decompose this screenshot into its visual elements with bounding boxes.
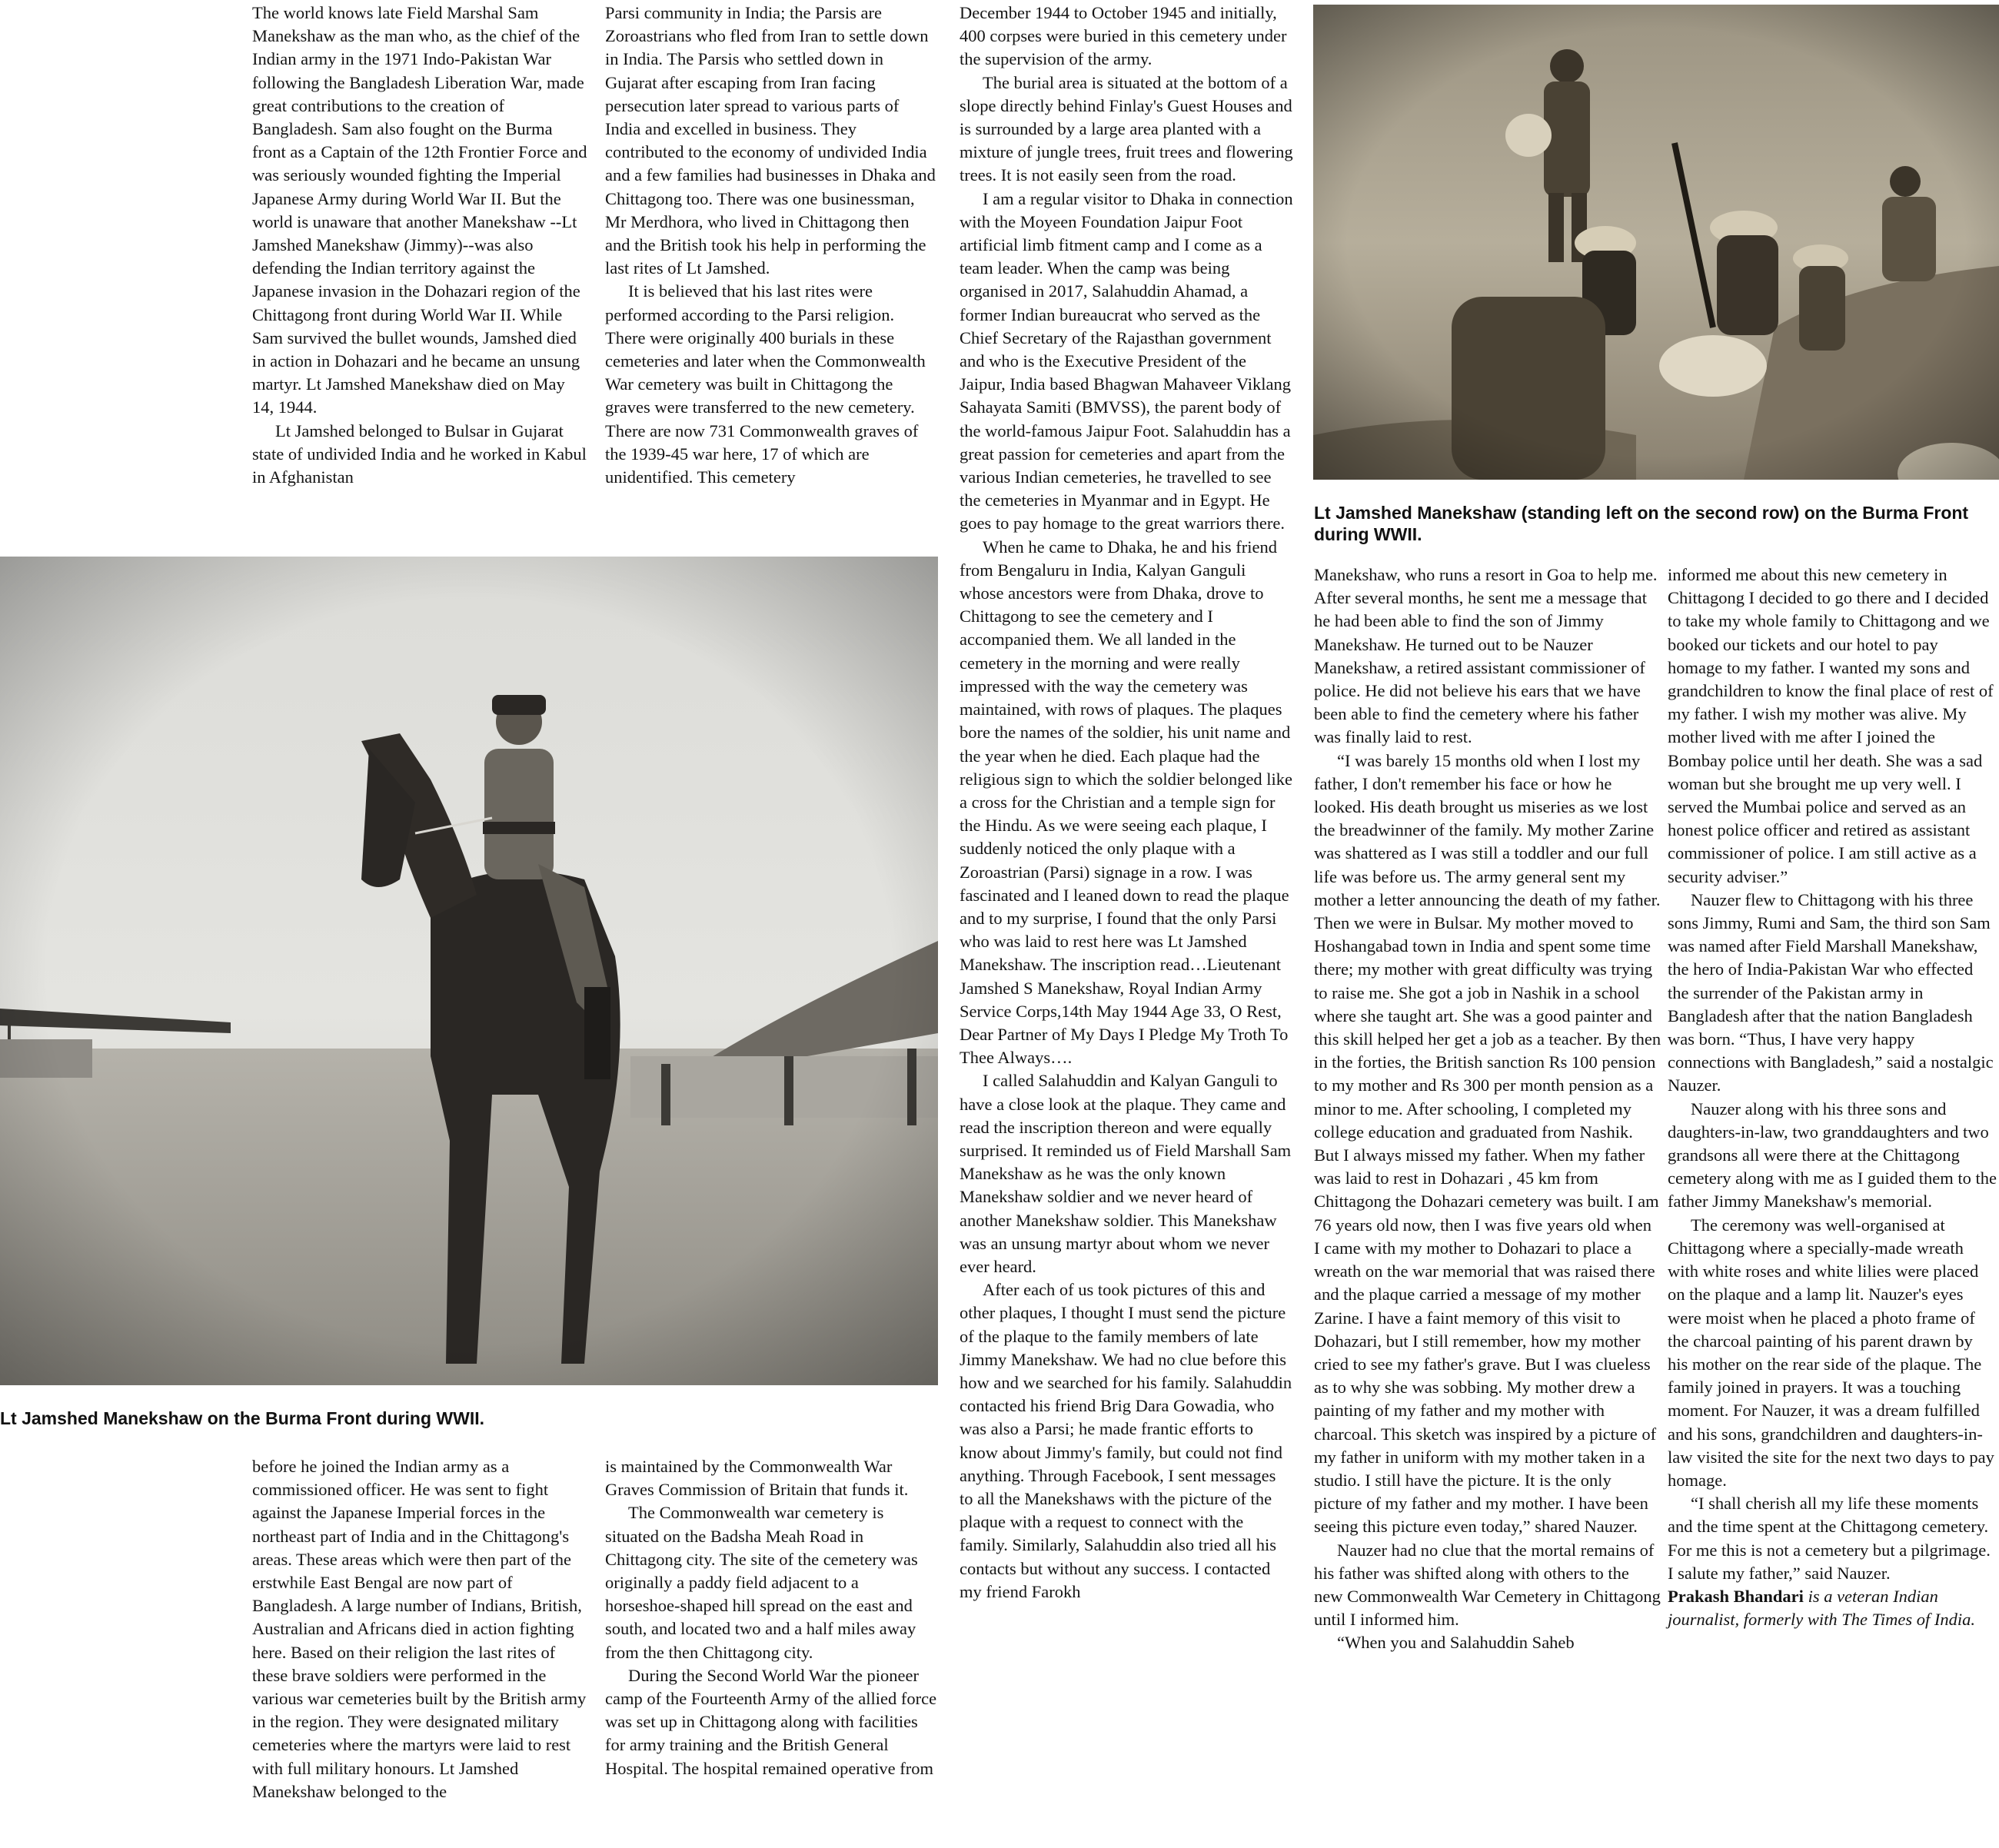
author-bio: is a veteran Indian journalist, formerly with The Times of India. [1668, 1586, 1976, 1630]
paragraph: “I was barely 15 months old when I lost my father, I don't remember his face or how he looked. His death brought us miseries as we lost the breadwinner of the family. My mother Zarine was shattered as I was still a toddler and our full life was before us. The army general sent my mother a letter announcing the death of my father. Then we were in Bulsar. My mother moved to Hoshangabad town in India and spent some time there; my mother with great difficulty was trying to raise me. She got a job in Nashik in a school where she taught art. She was a good painter and this skill helped her get a job as a teacher. By then in the forties, the British sanction Rs 100 pension to my mother and Rs 300 per month pension as a minor to me. After schooling, I completed my college education and graduated from Nashik. But I always missed my father. When my father was laid to rest in Dohazari , 45 km from Chittagong the Dohazari cemetery was built. I am 76 years old now, then I was five years old when I came with my mother to Dohazari to place a wreath on the war memorial that was raised there and the plaque carried a message of my mother Zarine. I have a faint memory of this visit to Dohazari, but I still remember, how my mother cried to see my father's grave. But I was clueless as to why she was sobbing. My mother drew a painting of my father and my mother with charcoal. This sketch was inspired by a picture of my father in uniform with my mother taken in a studio. I still have the picture. It is the only picture of my father and my mother. I have been seeing this picture even today,” shared Nauzer. [1314, 750, 1661, 1537]
photo-caption-top: Lt Jamshed Manekshaw (standing left on the second row) on the Burma Front during WWII. [1314, 503, 1969, 544]
article-column-2-bottom [605, 1455, 937, 1780]
group-photo-image [1313, 5, 1999, 480]
paragraph: Lt Jamshed belonged to Bulsar in Gujarat state of undivided India and he worked in Kabul in Afghanistan [252, 420, 587, 487]
article-column-4 [1314, 563, 1661, 1655]
group-photo-burma-front [1313, 5, 1999, 480]
paragraph: The Commonwealth war cemetery is situated on the Badsha Meah Road in Chittagong city. The site of the cemetery was originally a paddy field adjacent to a horseshoe-shaped hill spread on the east and south, and located two and a half miles away from the then Chittagong city. [605, 1503, 918, 1662]
author-byline [1668, 1585, 1997, 1631]
paragraph: After each of us took pictures of this and other plaques, I thought I must send the picture of the plaque to the family members of late Jimmy Manekshaw. We had no clue before this how and we searched for his family. Salahuddin contacted his friend Brig Dara Gowadia, who was also a Parsi; he made frantic efforts to know about Jimmy's family, but could not find anything. Through Facebook, I sent messages to all the Manekshaws with the picture of the plaque with a request to connect with the family. Similarly, Salahuddin also tried all his contacts but without any success. I contacted my friend Farokh [960, 1280, 1292, 1601]
photo-caption-left: Lt Jamshed Manekshaw on the Burma Front during WWII. [0, 1408, 484, 1428]
paragraph: Parsi community in India; the Parsis are Zoroastrians who fled from Iran to settle down in India. The Parsis who settled down in Gujarat after escaping from Iran facing persecution later spread to various parts of India and excelled in business. They contributed to the economy of undivided India and a few families had businesses in Dhaka and Chittagong too. There was one businessman, Mr Merdhora, who lived in Chittagong then and the British took his help in performing the last rites of Lt Jamshed. [605, 3, 936, 278]
paragraph: It is believed that his last rites were performed according to the Parsi religion. There were originally 400 burials in these cemeteries and later when the Commonwealth War cemetery was built in Chittagong the graves were transferred to the new cemetery. There are now 731 Commonwealth graves of the 1939-45 war here, 17 of which are unidentified. This cemetery [605, 281, 926, 487]
paragraph: Nauzer along with his three sons and daughters-in-law, two granddaughters and two grandsons all were there at the Chittagong cemetery along with me as I guided them to the father Jimmy Manekshaw's memorial. [1668, 1098, 1997, 1212]
horseback-photo [0, 557, 938, 1385]
paragraph: Nauzer had no clue that the mortal remains of his father was shifted along with others to the new Commonwealth War Cemetery in Chittagong until I informed him. [1314, 1540, 1661, 1630]
article-column-1-top [252, 2, 587, 489]
paragraph: December 1944 to October 1945 and initially, 400 corpses were buried in this cemetery under the supervision of the army. [960, 3, 1287, 69]
paragraph: informed me about this new cemetery in Chittagong I decided to go there and I decided to take my whole family to Chittagong and we booked our tickets and our hotel to pay homage to my father. I wanted my sons and grandchildren to know the final place of rest of my father. I wish my mother was alive. My mother lived with me after I joined the Bombay police until her death. She was a sad woman but she brought me up very well. I served the Mumbai police and served as an honest police officer and retired as assistant commissioner of police. I am still active as a security adviser.” [1668, 565, 1994, 886]
paragraph: is maintained by the Commonwealth War Graves Commission of Britain that funds it. [605, 1457, 909, 1500]
paragraph: before he joined the Indian army as a commissioned officer. He was sent to fight against the Japanese Imperial forces in the northeast part of India and in the Chittagong's areas. These areas which were then part of the erstwhile East Bengal are now part of Bangladesh. A large number of Indians, British, Australian and Africans died in action fighting here. Based on their religion the last rites of these brave soldiers were performed in the various war cemeteries built by the British army in the region. They were designated military cemeteries where the martyrs were laid to rest with full military honours. Lt Jamshed Manekshaw belonged to the [252, 1457, 587, 1801]
article-column-3 [960, 2, 1293, 1604]
paragraph: Nauzer flew to Chittagong with his three sons Jimmy, Rumi and Sam, the third son Sam was named after Field Marshall Manekshaw, the hero of India-Pakistan War who effected the surrender of the Pakistan army in Bangladesh after that the nation Bangladesh was born. “Thus, I have very happy connections with Bangladesh,” said a nostalgic Nauzer. [1668, 889, 1994, 1095]
paragraph: “When you and Salahuddin Saheb [1337, 1633, 1575, 1653]
article-column-1-bottom [252, 1455, 587, 1803]
article-column-5 [1668, 563, 1997, 1631]
paragraph: During the Second World War the pioneer camp of the Fourteenth Army of the allied force was set up in Chittagong along with facilities for army training and the British General Hospital. The hospital remained operative from [605, 1665, 937, 1778]
paragraph: The burial area is situated at the bottom of a slope directly behind Finlay's Guest Houses and is surrounded by a large area planted with a mixture of jungle trees, fruit trees and flowering trees. It is not easily seen from the road. [960, 72, 1293, 185]
horseback-photo-image [0, 557, 938, 1385]
article-column-2-top [605, 2, 937, 489]
author-name: Prakash Bhandari [1668, 1586, 1804, 1606]
paragraph: I called Salahuddin and Kalyan Ganguli to have a close look at the plaque. They came and read the inscription thereon and were equally surprised. It reminded us of Field Marshall Sam Manekshaw as he was the only known Manekshaw soldier and we never heard of another Manekshaw soldier. This Manekshaw was an unsung martyr about whom we never ever heard. [960, 1071, 1292, 1276]
paragraph: When he came to Dhaka, he and his friend from Bengaluru in India, Kalyan Ganguli whose ancestors were from Dhaka, drove to Chittagong to see the cemetery and I accompanied them. We all landed in the cemetery in the morning and were really impressed with the way the cemetery was maintained, with rows of plaques. The plaques bore the names of the soldier, his unit name and the year when he died. Each plaque had the religious sign to which the soldier belonged like a cross for the Christian and a temple sign for the Hindu. As we were seeing each plaque, I suddenly noticed the only plaque with a Zoroastrian (Parsi) signage in a row. I was fascinated and I leaned down to read the plaque and to my surprise, I found that the only Parsi who was laid to rest here was Lt Jamshed Manekshaw. The inscription read…Lieutenant Jamshed S Manekshaw, Royal Indian Army Service Corps,14th May 1944 Age 33, O Rest, Dear Partner of My Days I Pledge My Troth To Thee Always…. [960, 537, 1293, 1068]
paragraph: Manekshaw, who runs a resort in Goa to help me. After several months, he sent me a message that he had been able to find the son of Jimmy Manekshaw. He turned out to be Nauzer Manekshaw, a retired assistant commissioner of police. He did not believe his ears that we have been able to find the cemetery where his father was finally laid to rest. [1314, 565, 1658, 747]
paragraph: I am a regular visitor to Dhaka in connection with the Moyeen Foundation Jaipur Foot artificial limb fitment camp and I come as a team leader. When the camp was being organised in 2017, Salahuddin Ahamad, a former Indian bureaucrat who served as the Chief Secretary of the Rajasthan government and who is the Executive President of the Jaipur, India based Bhagwan Mahaveer Viklang Sahayata Samiti (BMVSS), the parent body of the world-famous Jaipur Foot. Salahuddin has a great passion for cemeteries and apart from the various Indian cemeteries, he travelled to see the cemeteries in Myanmar and in Egypt. He goes to pay homage to the great warriors there. [960, 188, 1293, 533]
paragraph: The world knows late Field Marshal Sam Manekshaw as the man who, as the chief of the Indian army in the 1971 Indo-Pakistan War following the Bangladesh Liberation War, made great contributions to the creation of Bangladesh. Sam also fought on the Burma front as a Captain of the 12th Frontier Force and was seriously wounded fighting the Imperial Japanese Army during World War II. But the world is unaware that another Manekshaw --Lt Jamshed Manekshaw (Jimmy)--was also defending the Indian territory against the Japanese invasion in the Dohazari region of the Chittagong front during World War II. While Sam survived the bullet wounds, Jamshed died in action in Dohazari and he became an unsung martyr. Lt Jamshed Manekshaw died on May 14, 1944. [252, 3, 587, 417]
paragraph: “I shall cherish all my life these moments and the time spent at the Chittagong cemetery. For me this is not a cemetery but a pilgrimage. I salute my father,” said Nauzer. [1668, 1494, 1991, 1583]
paragraph: The ceremony was well-organised at Chittagong where a specially-made wreath with white roses and white lilies were placed on the plaque and a lamp lit. Nauzer's eyes were moist when he placed a photo frame of the charcoal painting of his parent drawn by his mother on the rear side of the plaque. The family joined in prayers. It was a touching moment. For Nauzer, it was a dream fulfilled and his sons, grandchildren and daughters-in-law visited the site for the next two days to pay homage. [1668, 1215, 1994, 1490]
